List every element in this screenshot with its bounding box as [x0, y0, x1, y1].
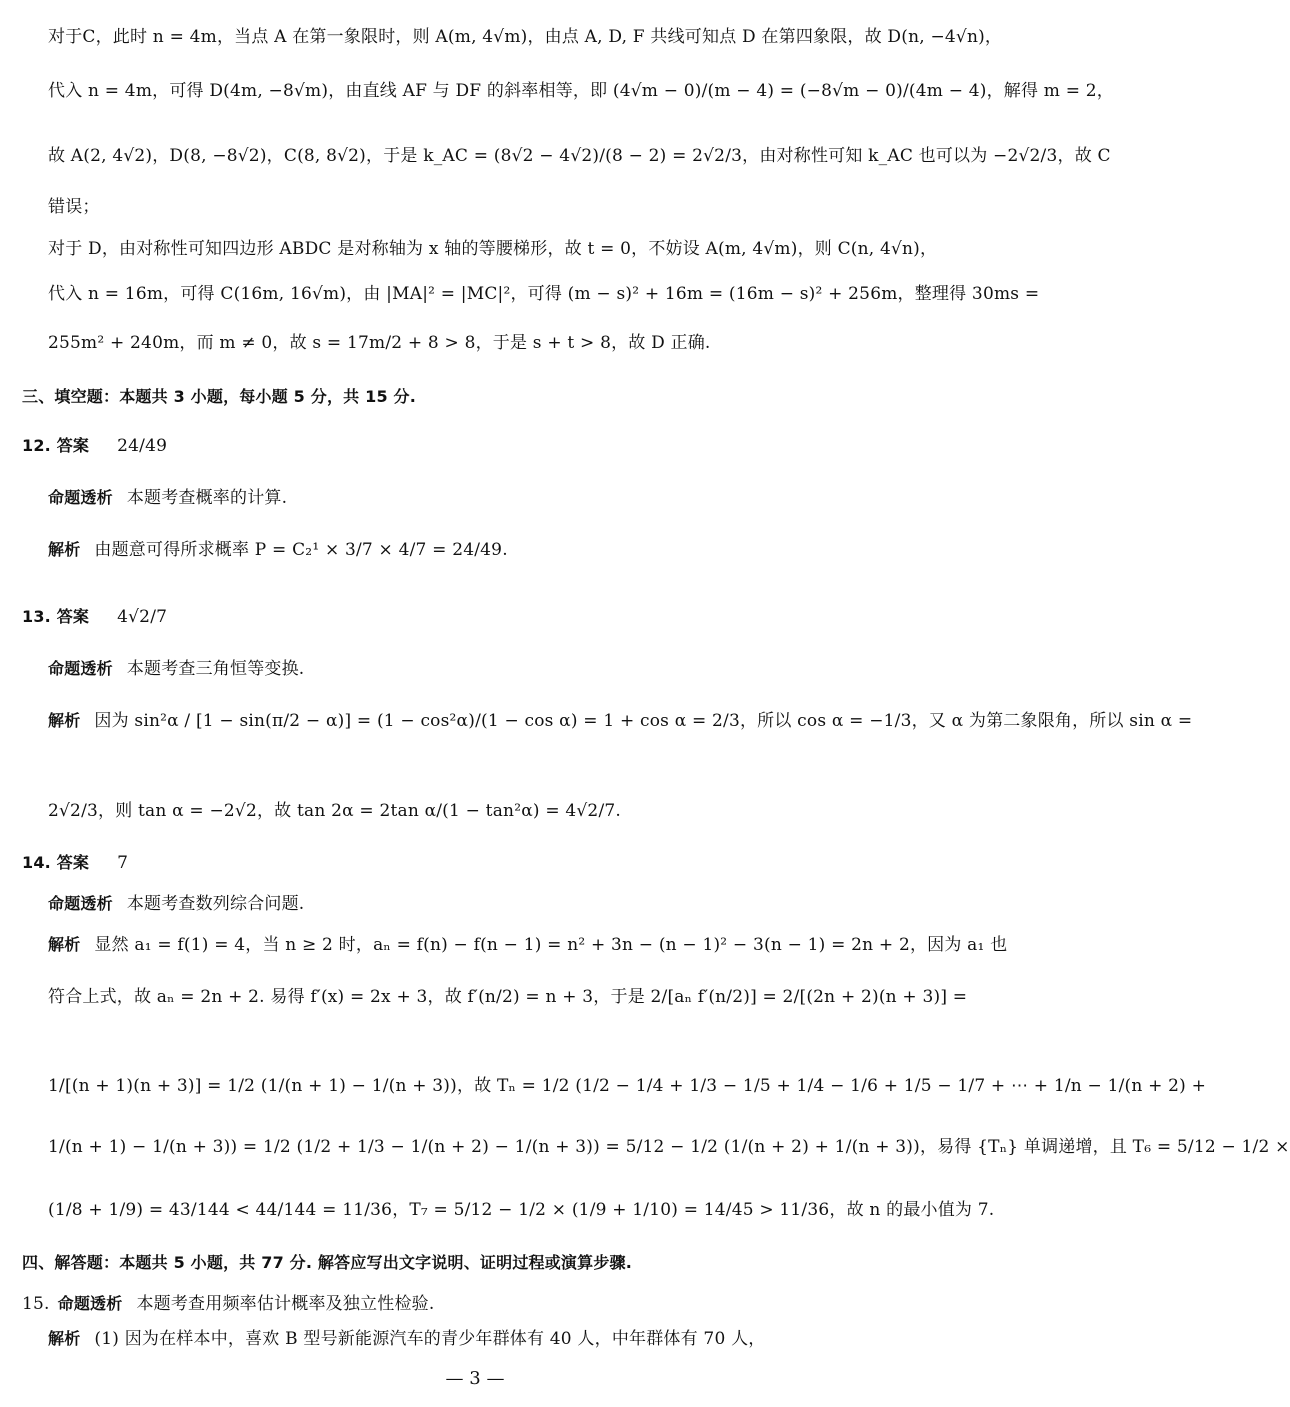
text-line: 符合上式，故 aₙ = 2n + 2. 易得 f′(x) = 2x + 3，故 f′(n/2) = n + 3，于是 2/[aₙ f′(n/2)] = 2/[(2n + 2)(n + 3)] =	[48, 987, 968, 1007]
answer-label: 14. 答案	[22, 853, 90, 872]
question-15-analysis	[48, 1328, 928, 1350]
section-heading-solutions: 四、解答题：本题共 5 小题，共 77 分. 解答应写出文字说明、证明过程或演算步骤.	[22, 1253, 633, 1272]
text-line: 代入 n = 16m，可得 C(16m, 16√m)，由 |MA|² = |MC|²，可得 (m − s)² + 16m = (16m − s)² + 256m，整理得 30ms =	[48, 284, 1040, 304]
analysis-label: 解析	[48, 540, 81, 559]
page-number: — 3 —	[445, 1368, 505, 1389]
answer-value: 7	[117, 853, 129, 873]
text-line: 代入 n = 4m，可得 D(4m, −8√m)，由直线 AF 与 DF 的斜率相等，即 (4√m − 0)/(m − 4) = (−8√m − 0)/(4m − 4)，解得 m = 2，	[48, 81, 1114, 101]
section-heading-fill-blank: 三、填空题：本题共 3 小题，每小题 5 分，共 15 分.	[22, 387, 417, 406]
analysis-label: 解析	[48, 935, 81, 954]
text-line: 错误；	[48, 197, 100, 217]
question-13-intent	[48, 658, 928, 680]
question-13-analysis	[48, 710, 1193, 732]
analysis-text: (1) 因为在样本中，喜欢 B 型号新能源汽车的青少年群体有 40 人，中年群体有 70 人，	[94, 1329, 766, 1349]
question-14-answer	[22, 852, 902, 874]
text-line: (1/8 + 1/9) = 43/144 < 44/144 = 11/36，T₇ = 5/12 − 1/2 × (1/9 + 1/10) = 14/45 > 11/36，故 n 的最小值为 7.	[48, 1200, 995, 1220]
answer-label: 12. 答案	[22, 436, 90, 455]
question-14-intent	[48, 893, 928, 915]
intent-text: 本题考查三角恒等变换.	[126, 659, 305, 679]
text-line: 255m² + 240m，而 m ≠ 0，故 s = 17m/2 + 8 > 8，于是 s + t > 8，故 D 正确.	[48, 333, 711, 353]
analysis-text: 显然 a₁ = f(1) = 4，当 n ≥ 2 时，aₙ = f(n) − f(n − 1) = n² + 3n − (n − 1)² − 3(n − 1) = 2n + 2，因为 a₁ 也	[94, 935, 1008, 955]
intent-label: 命题透析	[48, 659, 113, 678]
analysis-text: 由题意可得所求概率 P = C₂¹ × 3/7 × 4/7 = 24/49.	[94, 540, 508, 560]
text-line: 对于C，此时 n = 4m，当点 A 在第一象限时，则 A(m, 4√m)，由点 A, D, F 共线可知点 D 在第四象限，故 D(n, −4√n)，	[48, 27, 1003, 47]
question-12-analysis	[48, 539, 928, 561]
intent-text: 本题考查用频率估计概率及独立性检验.	[136, 1294, 435, 1314]
intent-label: 命题透析	[48, 894, 113, 913]
text-line: 2√2/3，则 tan α = −2√2，故 tan 2α = 2tan α/(1 − tan²α) = 4√2/7.	[48, 801, 621, 821]
intent-text: 本题考查概率的计算.	[126, 488, 288, 508]
text-line: 1/[(n + 1)(n + 3)] = 1/2 (1/(n + 1) − 1/(n + 3))，故 Tₙ = 1/2 (1/2 − 1/4 + 1/3 − 1/5 + 1/4 − 1/6 + 1/5 − 1/7 + ⋯ + 1/n − 1/(n + 2) +	[48, 1076, 1207, 1096]
intent-label: 命题透析	[48, 488, 113, 507]
answer-label: 13. 答案	[22, 607, 90, 626]
question-number: 15.	[22, 1294, 50, 1314]
analysis-text: 因为 sin²α / [1 − sin(π/2 − α)] = (1 − cos²α)/(1 − cos α) = 1 + cos α = 2/3，所以 cos α = −1/3，又 α 为第二象限角，所以 sin α =	[94, 711, 1193, 731]
analysis-label: 解析	[48, 711, 81, 730]
intent-label: 命题透析	[57, 1294, 123, 1313]
question-12-answer	[22, 435, 902, 457]
question-12-intent	[48, 487, 928, 509]
text-line: 1/(n + 1) − 1/(n + 3)) = 1/2 (1/2 + 1/3 − 1/(n + 2) − 1/(n + 3)) = 5/12 − 1/2 (1/(n + 2) + 1/(n + 3))，易得 {Tₙ} 单调递增，且 T₆ = 5/12 − 1/2 ×	[48, 1137, 1290, 1157]
question-13-answer	[22, 606, 902, 628]
answer-value: 24/49	[117, 436, 168, 456]
answer-value: 4√2/7	[117, 607, 168, 627]
text-line: 故 A(2, 4√2)，D(8, −8√2)，C(8, 8√2)，于是 k_AC = (8√2 − 4√2)/(8 − 2) = 2√2/3，由对称性可知 k_AC 也可以为 −2√2/3，故 C	[48, 146, 1111, 166]
text-line: 对于 D，由对称性可知四边形 ABDC 是对称轴为 x 轴的等腰梯形，故 t = 0，不妨设 A(m, 4√m)，则 C(n, 4√n)，	[48, 239, 938, 259]
analysis-label: 解析	[48, 1329, 81, 1348]
question-14-analysis	[48, 934, 1008, 956]
intent-text: 本题考查数列综合问题.	[126, 894, 305, 914]
question-15-intent	[22, 1293, 902, 1315]
